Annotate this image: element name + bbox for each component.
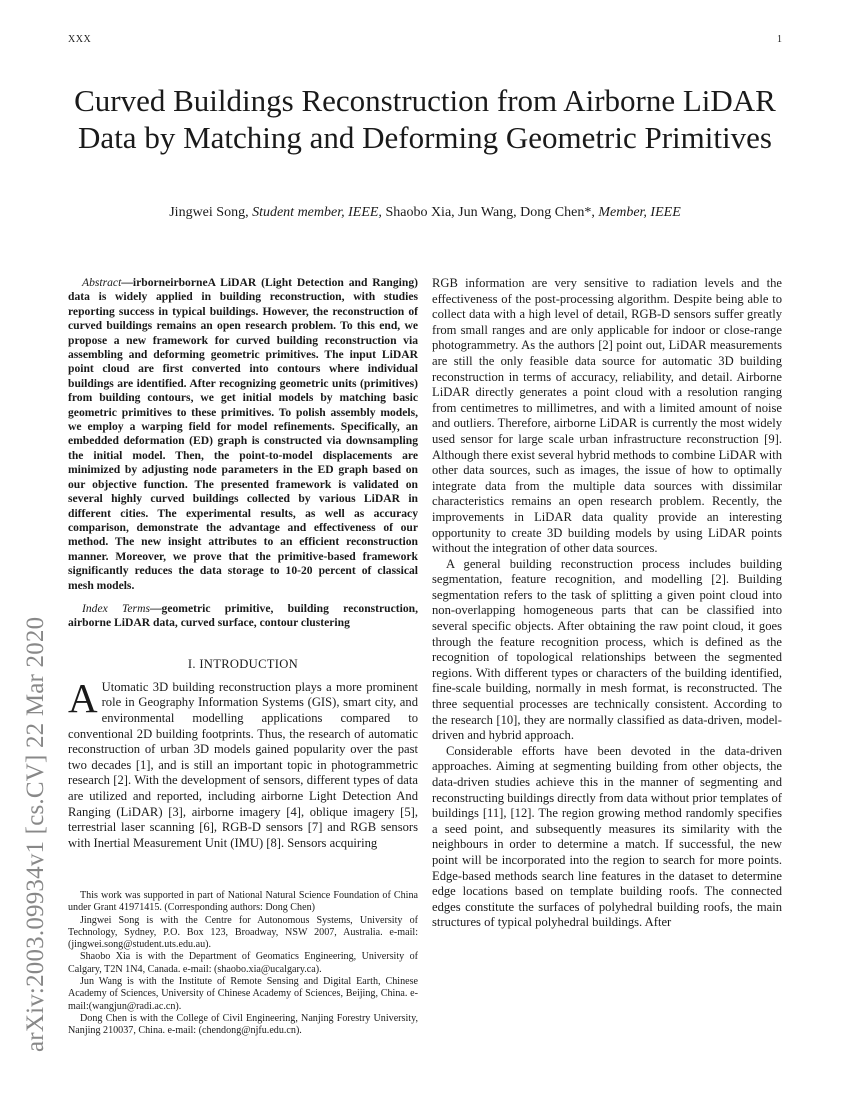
left-column xyxy=(68,276,418,851)
abstract-label: Abstract xyxy=(82,276,122,289)
footnote-funding: This work was supported in part of National Natural Science Foundation of China under Grant 41971415. (Corresponding authors: Dong Chen) xyxy=(68,890,418,914)
footnote-author-4: Dong Chen is with the College of Civil Engineering, Nanjing Forestry University, Nanjing 210037, China. e-mail: (chendong@njfu.edu.cn). xyxy=(68,1012,418,1037)
footnote-author-3: Jun Wang is with the Institute of Remote Sensing and Digital Earth, Chinese Academy of Sciences, University of Chinese Academy of Sciences, Beijing, China. e-mail:(wangjun@radi.ac.cn). xyxy=(68,976,418,1012)
page-number: 1 xyxy=(777,34,782,45)
index-terms-text: —geometric primitive, building reconstruction, airborne LiDAR data, curved surface, contour clustering xyxy=(68,601,418,630)
paper-title: Curved Buildings Reconstruction from Airborne LiDAR Data by Matching and Deforming Geometric Primitives xyxy=(74,83,776,155)
arxiv-identifier: arXiv:2003.09934v1 [cs.CV] 22 Mar 2020 xyxy=(22,616,49,1052)
authors-2-4: Shaobo Xia, Jun Wang, Dong Chen*, xyxy=(381,205,599,220)
footnotes xyxy=(68,890,418,1038)
abstract xyxy=(68,276,418,593)
drop-cap: A xyxy=(68,674,98,721)
right-paragraph-1: RGB information are very sensitive to radiation levels and the effectiveness of the post-processing algorithm. Despite being able to collect data with a high level of detail, RGB-D sensors suffer greatly from small ranges and are only applicable for indoor or close-range photogrammetry. As the authors [2] point out, LiDAR measurements are still the only feasible data source for automatic 3D building reconstruction in terms of accuracy, reliability, and detail. Airborne LiDAR directly generates a point cloud with a resolution ranging from centimetres to millimetres, and with a limited amount of noise and outliers. Therefore, airborne LiDAR is currently the most widely used sensor for large scale urban infrastructure reconstruction [9]. Although there exist several hybrid methods to combine LiDAR with other data sources, such as images, the issue of how to optimally integrate data from the multiple data sources with dissimilar characteristics remains an open research problem. Recently, the improvements in LiDAR data quality provide an interesting opportunity to create 3D building models by using LiDAR points without the integration of other data sources. xyxy=(432,276,782,556)
author-line xyxy=(60,205,790,221)
index-terms xyxy=(68,602,418,631)
section-heading-introduction: I. INTRODUCTION xyxy=(187,656,299,671)
author-1-role: Student member, IEEE, xyxy=(252,205,382,220)
footnote-author-2: Shaobo Xia is with the Department of Geomatics Engineering, University of Calgary, T2N 1N4, Canada. e-mail: (shaobo.xia@ucalgary.ca). xyxy=(68,951,418,975)
right-column xyxy=(432,276,782,931)
footnote-author-1: Jingwei Song is with the Centre for Autonomous Systems, University of Technology, Sydney, P.O. Box 123, Broadway, NSW 2007, Australia. e-mail:(jingwei.song@student.uts.edu.au). xyxy=(68,914,418,951)
intro-text: Utomatic 3D building reconstruction plays a more prominent role in Geography Information Systems (GIS), smart city, and environmental modelling applications compared to conventional 2D building footprints. Thus, the research of automatic reconstruction of urban 3D models gained popularity over the past two decades [1], and is still an important topic in photogrammetric research [2]. With the development of sensors, different types of data are utilized and reported, including airborne Light Detection And Ranging (LiDAR) [3], airborne imagery [4], oblique imagery [5], terrestrial laser scanning [6], RGB-D sensors [7] and RGB sensors with Inertial Measurement Unit (IMU) [8]. Sensors acquiring xyxy=(68,679,418,850)
index-terms-label: Index Terms xyxy=(82,601,150,615)
author-1: Jingwei Song, xyxy=(169,205,253,220)
author-4-role: Member, IEEE xyxy=(598,205,681,220)
arxiv-sidebar xyxy=(18,290,58,1052)
abstract-text: —irborneirborneA LiDAR (Light Detection and Ranging) data is widely applied in building reconstruction, with studies reporting success in typical buildings. However, the reconstruction of curved buildings remains an open research problem. To this end, we propose a new framework for curved building reconstruction via assembling and deforming geometric primitives. The input LiDAR point cloud are first converted into contours where individual buildings are identified. After recognizing geometric units (primitives) from building contours, we get initial models by matching basic geometric primitives to these primitives. To polish assembly models, we employ a warping field for model refinements. Specifically, an embedded deformation (ED) graph is constructed via downsampling the initial model. Then, the point-to-model displacements are minimized by adjusting node parameters in the ED graph based on our objective function. The presented framework is validated on several highly curved buildings collected by various LiDAR in different cities. The experimental results, as well as accuracy comparison, demonstrate the advantage and effectiveness of our method. The new insight attributes to an efficient reconstruction manner. Moreover, we prove that the primitive-based framework significantly reduces the data storage to 10-20 percent of classical mesh models. xyxy=(68,276,418,592)
right-paragraph-2: A general building reconstruction process includes building segmentation, feature recognition, and modelling [2]. Building segmentation refers to the task of splitting a given point cloud into non-overlapping homogeneous parts that can be classified into several specific objects. After obtaining the raw point cloud, it goes through the feature recognition process, which is defined as the recognition of topological relationships between the segmented regions. With different types or characters of the building identified, fine-scale building, normally in mesh format, is reconstructed. The three sequential processes are technically consistent. According to the research [10], they are normally classified as data-driven, model-driven and hybrid approach. xyxy=(432,556,782,743)
right-paragraph-3: Considerable efforts have been devoted in the data-driven approaches. Aiming at segmenting building from other objects, the data-driven studies achieve this in the manner of segmenting and reconstructing buildings directly from data without prior templates of buildings [11], [12]. The region growing method randomly specifies a seed point, and subsequently measures its similarity with the neighbours in order to determine a match. If successful, the new point will be incorporated into the region to search for more points. Edge-based methods search line features in the dataset to determine edge locations based on template building roofs. The connected edges constitute the surfaces of polyhedral building roofs, the main structures of typical polyhedral buildings. After xyxy=(432,743,782,930)
journal-header: XXX xyxy=(68,34,92,45)
intro-paragraph-1 xyxy=(68,674,418,852)
